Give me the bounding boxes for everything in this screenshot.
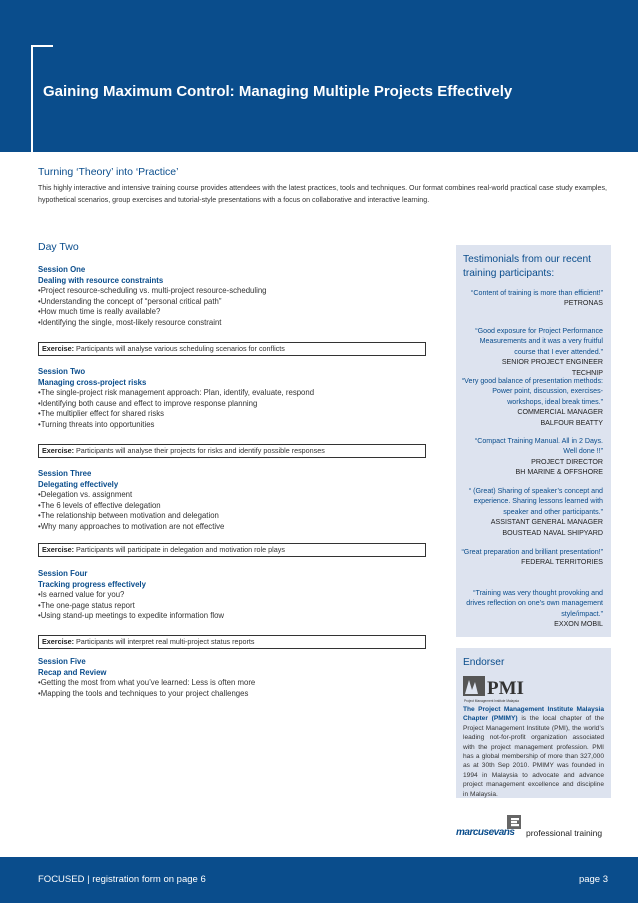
session-bullet: •Project resource-scheduling vs. multi-project resource-scheduling [38,286,267,296]
testimonial-author: SENIOR PROJECT ENGINEER [501,358,603,367]
session-bullet: •Is earned value for you? [38,590,125,600]
testimonial-company: BALFOUR BEATTY [540,418,603,427]
testimonial-company: BOUSTEAD NAVAL SHIPYARD [502,528,603,537]
testimonial [460,436,603,478]
session-three [38,469,224,533]
session-title: Recap and Review [38,667,107,677]
page-number: page 3 [578,874,608,885]
session-bullet: •How much time is really available? [38,307,161,317]
testimonial-quote: “Training was very thought provoking and drives reflection on one’s own management style/impact.” [466,589,603,618]
testimonial [460,588,603,630]
session-number: Session One [38,265,86,274]
endorser-name: The Project Management Institute Malaysia Chapter (PMIMY) [463,706,604,723]
session-bullet: •Understanding the concept of “personal critical path” [38,296,222,306]
session-bullet: •Getting the most from what you’ve learned: Less is often more [38,678,256,688]
testimonial-quote: “Compact Training Manual. All in 2 Days. Well done !!” [474,437,603,456]
session-bullet: •Identifying the single, most-likely resource constraint [38,317,222,327]
footer [0,857,638,903]
exercise-text: Participants will analyse their projects for risks and identify possible responses [75,446,325,455]
brand-wordmark: marcusevans [456,827,515,838]
testimonial-quote: “Very good balance of presentation methods: Power point, discussion, exercises-workshops, ideal break times.” [461,377,603,406]
testimonial-author: FEDERAL TERRITORIES [521,558,603,567]
brand-logo [456,813,611,843]
page-title: Gaining Maximum Control: Managing Multiple Projects Effectively [43,83,513,100]
session-four [38,569,224,622]
endorser-text [463,705,604,799]
session-five [38,657,255,699]
exercise-text: Participants will interpret real multi-project status reports [75,637,255,646]
exercise-label: Exercise: [42,637,74,646]
exercise-label: Exercise: [42,344,74,353]
session-bullet: •The single-project risk management approach: Plan, identify, evaluate, respond [38,388,315,398]
testimonials-panel [456,245,611,637]
pmi-logo-subtext: Project Management Institute Malaysia [464,699,519,703]
testimonial-author: PROJECT DIRECTOR [531,457,603,466]
pmi-logo [463,676,541,703]
testimonial-quote: “Good exposure for Project Performance Measurements and it was a very fruitful course that I ever attended.” [475,327,603,356]
session-bullet: •The 6 levels of effective delegation [38,500,161,510]
exercise-text: Participants will participate in delegation and motivation role plays [75,545,285,554]
exercise-label: Exercise: [42,545,74,554]
session-number: Session Two [38,367,86,376]
session-bullet: •Turning threats into opportunities [38,419,155,429]
exercise-box [38,444,426,458]
session-number: Session Three [38,469,92,478]
session-bullet: •The one-page status report [38,600,135,610]
session-title: Tracking progress effectively [38,579,146,589]
session-title: Delegating effectively [38,479,119,489]
session-bullet: •Identifying both cause and effect to improve response planning [38,398,258,408]
session-bullet: •The relationship between motivation and delegation [38,511,219,521]
testimonial-company: EXXON MOBIL [554,620,603,629]
testimonial [460,486,603,538]
testimonial [460,376,603,428]
session-one [38,265,267,329]
corner-rule-vertical [31,45,33,152]
day-heading: Day Two [38,241,79,253]
session-bullet: •Delegation vs. assignment [38,490,133,500]
endorser-panel [456,648,611,798]
testimonial-company: TECHNIP [571,368,603,377]
session-bullet: •The multiplier effect for shared risks [38,409,165,419]
footer-registration: FOCUSED | registration form on page 6 [38,874,206,885]
testimonial-quote: “Great preparation and brilliant presentation!” [461,548,603,556]
session-title: Dealing with resource constraints [38,275,164,285]
exercise-text: Participants will analyse various scheduling scenarios for conflicts [75,344,285,353]
session-bullet: •Mapping the tools and techniques to your project challenges [38,688,249,698]
intro-heading: Turning ‘Theory’ into ‘Practice’ [38,166,179,178]
testimonial-quote: “ (Great) Sharing of speaker’s concept and experience. Sharing lessons learned with speaker and other participants.” [468,487,603,516]
exercise-box [38,342,426,356]
exercise-label: Exercise: [42,446,74,455]
testimonial [460,288,603,309]
exercise-box [38,635,426,649]
testimonial-author: ASSISTANT GENERAL MANAGER [490,518,603,527]
session-bullet: •Using stand-up meetings to expedite information flow [38,611,225,621]
session-bullet: •Why many approaches to motivation are not effective [38,521,225,531]
testimonial-company: BH MARINE & OFFSHORE [515,468,603,477]
header-banner [0,0,638,152]
intro-text: This highly interactive and intensive training course provides attendees with the latest practices, tools and techniques. Our format combines real-world practical case study examples, hypothetical scenarios, group exercises and tutorial-style presentations with a focus on collaborative and interactive learning. [38,184,607,204]
brand-tagline: professional training [526,828,603,838]
session-two [38,367,314,431]
testimonials-heading: Testimonials from our recent training participants: [463,254,591,279]
testimonial-quote: “Content of training is more than efficient!” [471,289,603,297]
corner-rule [31,45,53,47]
testimonial-author: COMMERCIAL MANAGER [517,408,603,417]
session-number: Session Five [38,657,86,666]
testimonial [460,326,603,378]
session-number: Session Four [38,569,88,578]
exercise-box [38,543,426,557]
endorser-heading: Endorser [463,657,505,668]
endorser-description: is the local chapter of the Project Management Institute (PMI), the world’s leading not-for-profit organization associated with the project management profession. PMI has a global membership of more than 327,000 as at 30th Sep 2010. PMIMY was founded in 1994 in Malaysia to advocate and advance project management excellence and discipline in Malaysia. [463,715,605,798]
pmi-logo-text: PMI [487,678,524,699]
testimonial-author: PETRONAS [563,299,603,308]
testimonial [460,547,603,568]
session-title: Managing cross-project risks [38,377,147,387]
